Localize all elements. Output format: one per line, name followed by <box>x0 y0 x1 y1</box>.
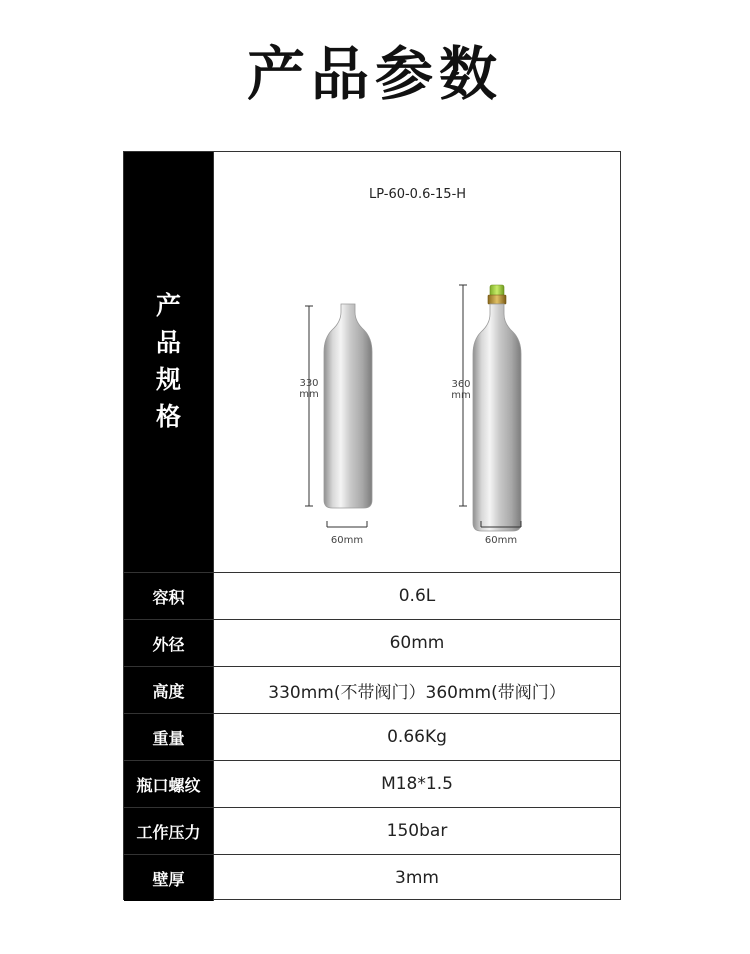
spec-row-pressure <box>124 807 620 854</box>
spec-row-wall-thickness <box>124 854 620 901</box>
label-char: 格 <box>155 402 181 431</box>
spec-row-thread <box>124 760 620 807</box>
spec-value: M18*1.5 <box>213 761 620 807</box>
spec-row-diameter <box>124 619 620 666</box>
spec-row-height <box>124 666 620 713</box>
spec-value: 0.6L <box>213 573 620 619</box>
spec-label: 瓶口螺纹 <box>124 761 213 807</box>
spec-value: 60mm <box>213 620 620 666</box>
bottle-right-height-label <box>446 379 476 401</box>
label-char: 品 <box>155 328 181 357</box>
bottle-left-body <box>324 304 372 508</box>
label-char: 产 <box>155 291 181 320</box>
bottle-left-height-value: 330 <box>299 378 319 389</box>
spec-value: 0.66Kg <box>213 714 620 760</box>
spec-rows <box>124 572 620 901</box>
product-spec-label <box>124 287 213 435</box>
bottle-left-image <box>214 152 621 572</box>
spec-label: 重量 <box>124 714 213 760</box>
spec-value: 330mm(不带阀门）360mm(带阀门） <box>213 667 620 713</box>
spec-row-weight <box>124 713 620 760</box>
spec-label: 壁厚 <box>124 855 213 901</box>
bottle-right-width-label: 60mm <box>484 535 518 546</box>
product-spec-label-cell <box>124 152 213 572</box>
page-title: 产品参数 <box>246 40 503 108</box>
spec-label: 高度 <box>124 667 213 713</box>
spec-value: 3mm <box>213 855 620 901</box>
bottle-right-valve-brass <box>488 295 506 304</box>
model-code: LP-60-0.6-15-H <box>368 187 467 202</box>
bottle-right-height-unit: mm <box>451 390 471 401</box>
spec-label: 工作压力 <box>124 808 213 854</box>
spec-row-capacity <box>124 572 620 619</box>
bottle-left-height-unit: mm <box>299 389 319 400</box>
product-image-cell <box>213 152 620 572</box>
bottle-right-valve-cap <box>490 285 504 296</box>
spec-table <box>123 151 621 900</box>
bottle-right-height-value: 360 <box>451 379 471 390</box>
spec-label: 外径 <box>124 620 213 666</box>
bottle-left-height-label <box>294 378 324 400</box>
bottle-left-width-label: 60mm <box>330 535 364 546</box>
label-char: 规 <box>155 365 181 394</box>
spec-value: 150bar <box>213 808 620 854</box>
bottle-right-body <box>473 304 521 531</box>
spec-label: 容积 <box>124 573 213 619</box>
